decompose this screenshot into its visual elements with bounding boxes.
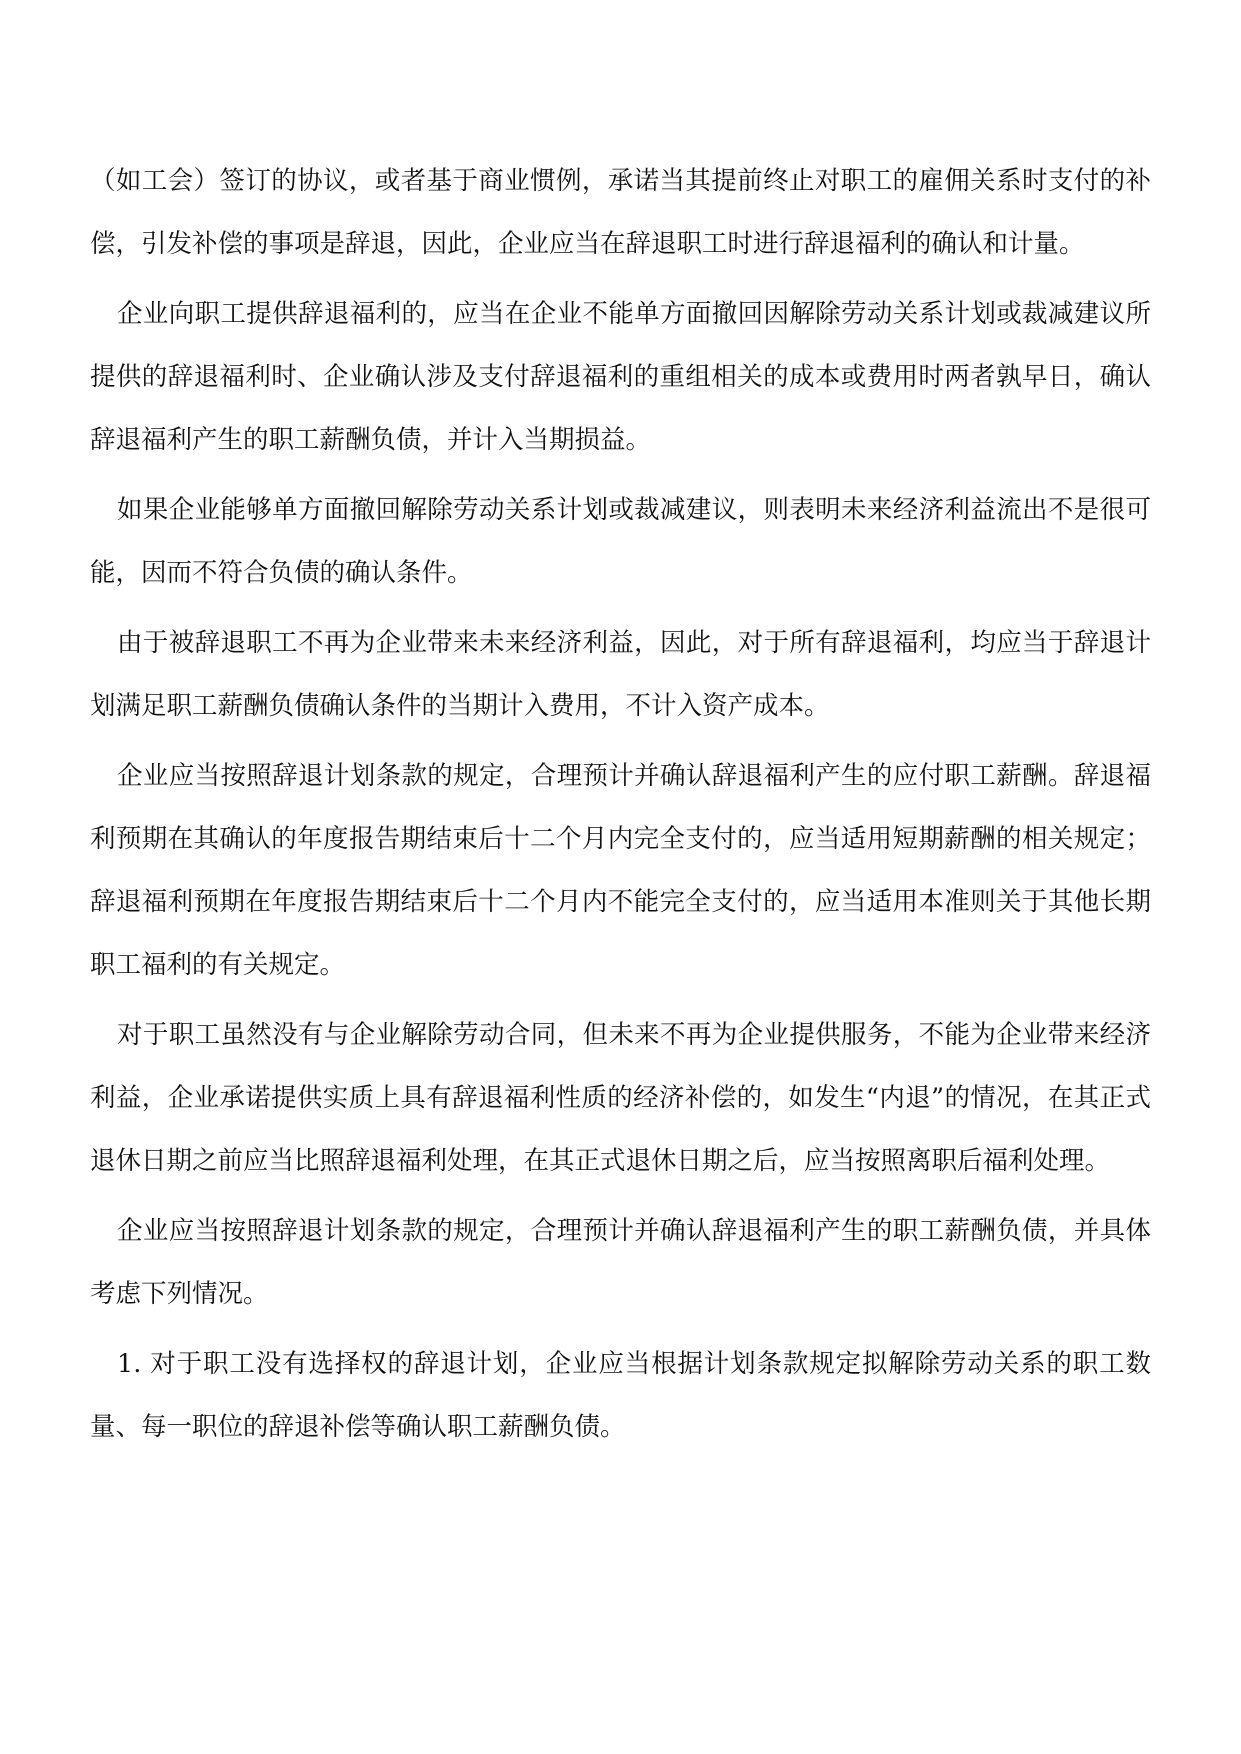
paragraph-2: 企业向职工提供辞退福利的，应当在企业不能单方面撤回因解除劳动关系计划或裁减建议所提供的辞退福利时、企业确认涉及支付辞退福利的重组相关的成本或费用时两者孰早日，确认辞退福利产生的职工薪酬负债，并计入当期损益。 [90, 299, 1151, 455]
paragraph-1: （如工会）签订的协议，或者基于商业惯例，承诺当其提前终止对职工的雇佣关系时支付的补偿，引发补偿的事项是辞退，因此，企业应当在辞退职工时进行辞退福利的确认和计量。 [90, 166, 1151, 259]
document-page [90, 150, 1151, 1466]
paragraph-5: 企业应当按照辞退计划条款的规定，合理预计并确认辞退福利产生的应付职工薪酬。辞退福利预期在其确认的年度报告期结束后十二个月内完全支付的，应当适用短期薪酬的相关规定；辞退福利预期在年度报告期结束后十二个月内不能完全支付的，应当适用本准则关于其他长期职工福利的有关规定。 [90, 761, 1151, 980]
paragraph-8: 1. 对于职工没有选择权的辞退计划，企业应当根据计划条款规定拟解除劳动关系的职工数量、每一职位的辞退补偿等确认职工薪酬负债。 [90, 1349, 1151, 1442]
paragraph-4: 由于被辞退职工不再为企业带来未来经济利益，因此，对于所有辞退福利，均应当于辞退计划满足职工薪酬负债确认条件的当期计入费用，不计入资产成本。 [90, 628, 1151, 721]
paragraph-3: 如果企业能够单方面撤回解除劳动关系计划或裁减建议，则表明未来经济利益流出不是很可能，因而不符合负债的确认条件。 [90, 495, 1151, 588]
paragraph-7: 企业应当按照辞退计划条款的规定，合理预计并确认辞退福利产生的职工薪酬负债，并具体考虑下列情况。 [90, 1216, 1151, 1309]
paragraph-6: 对于职工虽然没有与企业解除劳动合同，但未来不再为企业提供服务，不能为企业带来经济利益，企业承诺提供实质上具有辞退福利性质的经济补偿的，如发生“内退”的情况，在其正式退休日期之前应当比照辞退福利处理，在其正式退休日期之后，应当按照离职后福利处理。 [90, 1020, 1151, 1176]
